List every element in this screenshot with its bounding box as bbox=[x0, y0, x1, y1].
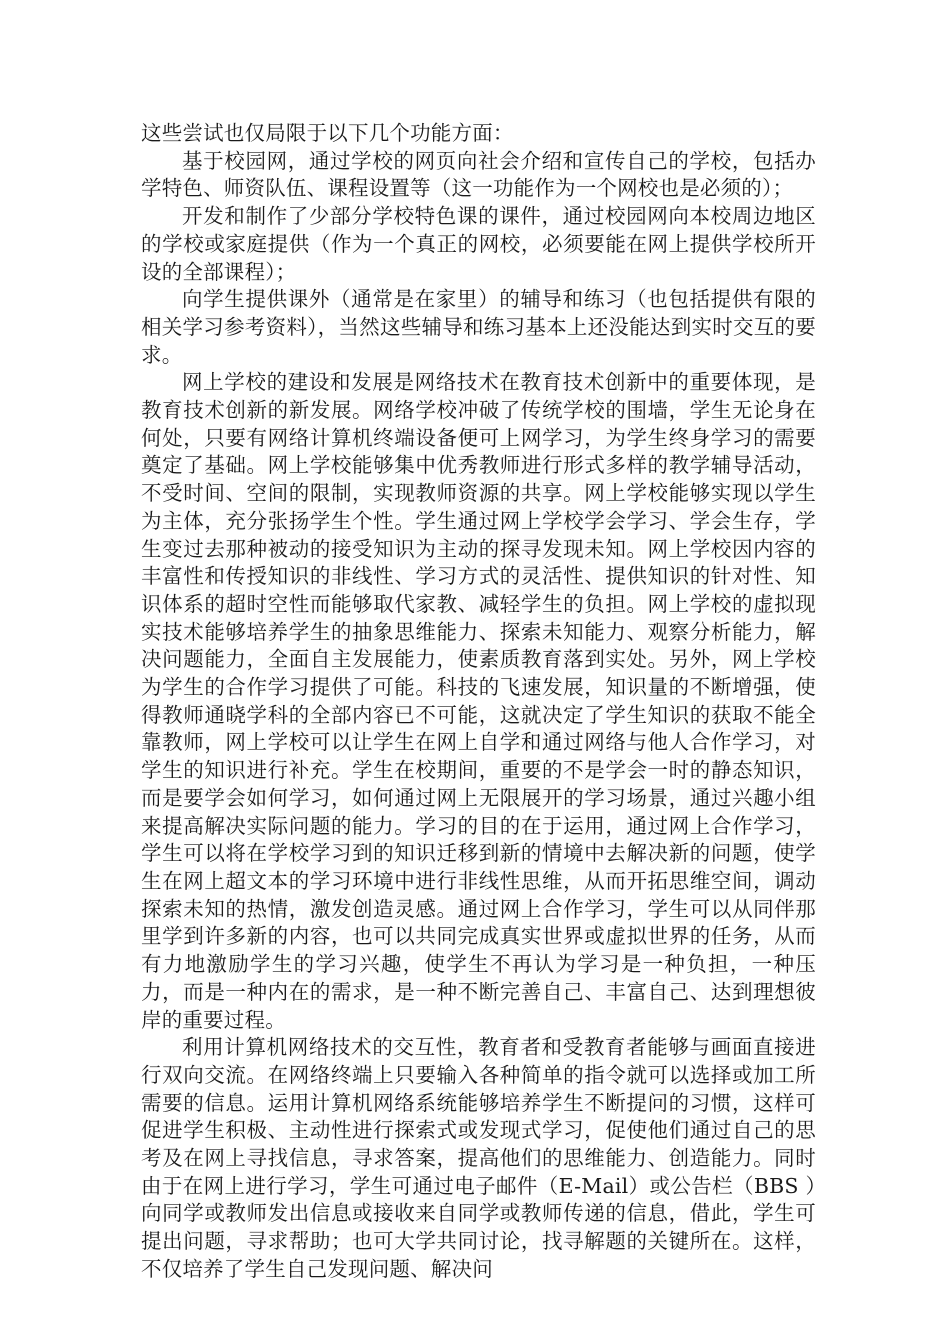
paragraph-courseware: 开发和制作了少部分学校特色课的课件，通过校园网向本校周边地区的学校或家庭提供（作为一个真正的网校，必须要能在网上提供学校所开设的全部课程）； bbox=[141, 204, 816, 284]
paragraph-tutoring: 向学生提供课外（通常是在家里）的辅导和练习（也包括提供有限的相关学习参考资料），当然这些辅导和练习基本上还没能达到实时交互的要求。 bbox=[141, 287, 816, 367]
document-body bbox=[141, 120, 816, 1284]
paragraph-interactivity: 利用计算机网络技术的交互性，教育者和受教育者能够与画面直接进行双向交流。在网络终端上只要输入各种简单的指令就可以选择或加工所需要的信息。运用计算机网络系统能够培养学生不断提问的习惯，这样可促进学生积极、主动性进行探索式或发现式学习，促使他们通过自己的思考及在网上寻找信息，寻求答案，提高他们的思维能力、创造能力。同时由于在网上进行学习，学生可通过电子邮件（E-Mail）或公告栏（BBS ）向同学或教师发出信息或接收来自同学或教师传递的信息，借此，学生可提出问题，寻求帮助；也可大学共同讨论，找寻解题的关键所在。这样，不仅培养了学生自己发现问题、解决问 bbox=[141, 1035, 816, 1281]
paragraph-campus-network: 基于校园网，通过学校的网页向社会介绍和宣传自己的学校，包括办学特色、师资队伍、课程设置等（这一功能作为一个网校也是必须的）； bbox=[141, 148, 816, 201]
paragraph-online-school: 网上学校的建设和发展是网络技术在教育技术创新中的重要体现，是教育技术创新的新发展。网络学校冲破了传统学校的围墙，学生无论身在何处，只要有网络计算机终端设备便可上网学习，为学生终身学习的需要奠定了基础。网上学校能够集中优秀教师进行形式多样的教学辅导活动，不受时间、空间的限制，实现教师资源的共享。网上学校能够实现以学生为主体，充分张扬学生个性。学生通过网上学校学会学习、学会生存，学生变过去那种被动的接受知识为主动的探寻发现未知。网上学校因内容的丰富性和传授知识的非线性、学习方式的灵活性、提供知识的针对性、知识体系的超时空性而能够取代家教、减轻学生的负担。网上学校的虚拟现实技术能够培养学生的抽象思维能力、探索未知能力、观察分析能力，解决问题能力，全面自主发展能力，使素质教育落到实处。另外，网上学校为学生的合作学习提供了可能。科技的飞速发展，知识量的不断增强，使得教师通晓学科的全部内容已不可能，这就决定了学生知识的获取不能全靠教师，网上学校可以让学生在网上自学和通过网络与他人合作学习，对学生的知识进行补充。学生在校期间，重要的不是学会一时的静态知识，而是要学会如何学习，如何通过网上无限展开的学习场景，通过兴趣小组来提高解决实际问题的能力。学习的目的在于运用，通过网上合作学习，学生可以将在学校学习到的知识迁移到新的情境中去解决新的问题，使学生在网上超文本的学习环境中进行非线性思维，从而开拓思维空间，调动探索未知的热情，激发创造灵感。通过网上合作学习，学生可以从同伴那里学到许多新的内容，也可以共同完成真实世界或虚拟世界的任务，从而有力地激励学生的学习兴趣，使学生不再认为学习是一种负担，一种压力，而是一种内在的需求，是一种不断完善自己、丰富自己、达到理想彼岸的重要过程。 bbox=[141, 370, 816, 1032]
paragraph-intro: 这些尝试也仅局限于以下几个功能方面： bbox=[141, 121, 514, 145]
